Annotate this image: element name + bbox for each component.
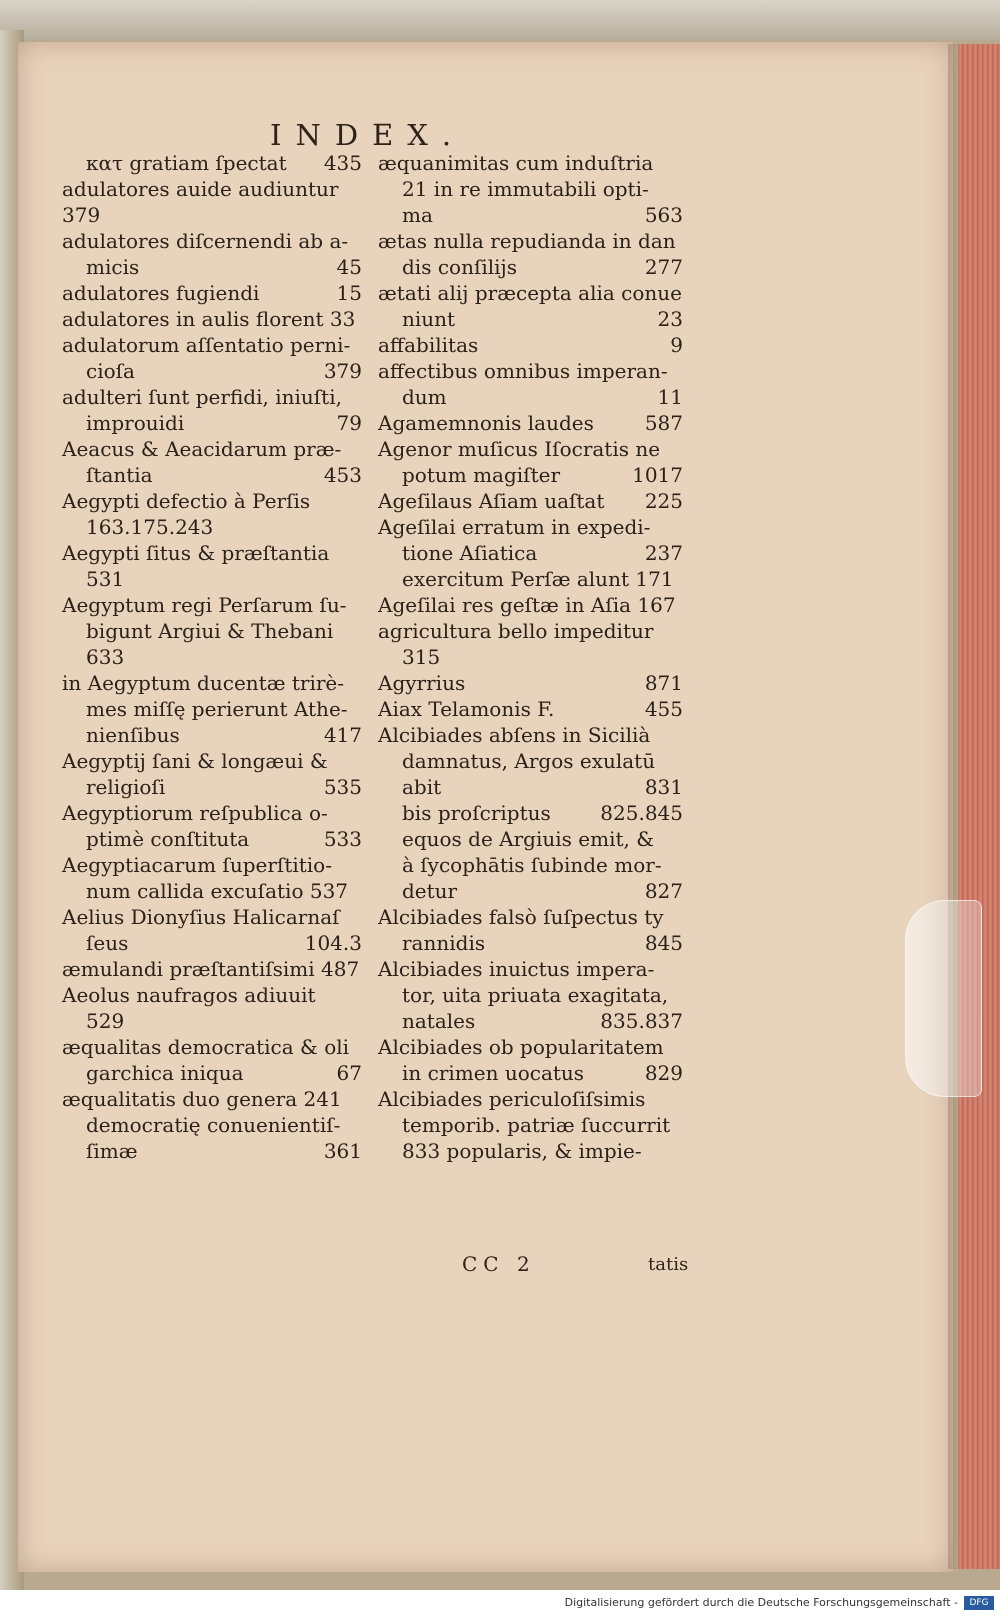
index-entry-text: Alcibiades abſens in Sicilià (378, 723, 651, 747)
index-entry (378, 670, 683, 696)
index-entry (62, 826, 362, 852)
index-entry-page: 587 (644, 411, 683, 435)
index-entry-page: 15 (336, 281, 362, 305)
index-entry-page: 835.837 (600, 1009, 683, 1033)
index-entry (378, 1060, 683, 1086)
index-entry (62, 462, 362, 488)
index-entry-text: affabilitas (378, 333, 479, 357)
index-entry-text: equos de Argiuis emit, & (402, 827, 655, 851)
index-entry (62, 852, 362, 878)
index-entry-text: Aegyptiorum reſpublica o- (62, 801, 328, 825)
index-entry-text: ætas nulla repudianda in dan (378, 229, 676, 253)
index-entry-text: tor, uita priuata exagitata, (402, 983, 669, 1007)
index-entry-page: 11 (657, 385, 683, 409)
index-entry (378, 202, 683, 228)
index-entry-text: æqualitatis duo genera 241 (62, 1087, 342, 1111)
index-entry (62, 384, 362, 410)
index-entry (62, 592, 362, 618)
index-entry (62, 410, 362, 436)
index-entry-text: bigunt Argiui & Thebani (86, 619, 334, 643)
index-entry-text: exercitum Perſæ alunt 171 (402, 567, 674, 591)
index-entry (378, 332, 683, 358)
index-entry-text: agricultura bello impeditur (378, 619, 654, 643)
index-entry-text: num callida excuſatio 537 (86, 879, 349, 903)
index-entry-text: 833 popularis, & impie- (402, 1139, 642, 1163)
index-entry (62, 956, 362, 982)
index-entry (62, 644, 362, 670)
index-entry-text: Ageſilaus Aſiam uaſtat (378, 489, 605, 513)
index-entry (378, 722, 683, 748)
index-entry (378, 930, 683, 956)
index-entry-text: Alcibiades ob popularitatem (378, 1035, 664, 1059)
index-entry (378, 748, 683, 774)
index-entry-text: damnatus, Argos exulatū (402, 749, 656, 773)
index-entry-text: adulteri ſunt perfidi, iniuſti, (62, 385, 342, 409)
index-entry (378, 410, 683, 436)
index-entry (62, 1086, 362, 1112)
index-entry (62, 332, 362, 358)
index-entry (62, 280, 362, 306)
index-entry-text: adulatores diſcernendi ab a- (62, 229, 349, 253)
index-entry-page: 535 (323, 775, 362, 799)
index-entry-text: æmulandi præſtantiſsimi 487 (62, 957, 360, 981)
dfg-logo: DFG (964, 1596, 994, 1610)
index-entry-text: adulatores auide audiuntur (62, 177, 339, 201)
index-entry (62, 436, 362, 462)
index-entry (378, 228, 683, 254)
index-entry (62, 1138, 362, 1164)
index-entry-text: Aegypti ſitus & præſtantia (62, 541, 330, 565)
index-entry-page: 237 (644, 541, 683, 565)
index-entry (62, 696, 362, 722)
index-entry-page: 829 (644, 1061, 683, 1085)
page-header: INDEX. (270, 118, 466, 152)
index-entry (378, 488, 683, 514)
index-entry (62, 982, 362, 1008)
index-entry-text: improuidi (86, 411, 185, 435)
index-entry (62, 254, 362, 280)
index-entry (378, 1112, 683, 1138)
index-entry-page: 67 (336, 1061, 362, 1085)
index-entry-text: natales (402, 1009, 476, 1033)
index-entry-text: 163.175.243 (86, 515, 214, 539)
index-entry (378, 540, 683, 566)
index-entry-page: 435 (323, 151, 362, 175)
index-entry (378, 644, 683, 670)
index-entry-text: 379 (62, 203, 101, 227)
index-entry-text: ætati alij præcepta alia conue (378, 281, 682, 305)
index-entry-text: æqualitas democratica & oli (62, 1035, 350, 1059)
index-entry-text: 315 (402, 645, 441, 669)
index-entry-text: niunt (402, 307, 456, 331)
index-entry (378, 982, 683, 1008)
index-entry (62, 1008, 362, 1034)
index-entry-page: 1017 (632, 463, 683, 487)
index-entry-text: ſimæ (86, 1139, 138, 1163)
index-entry-text: bis proſcriptus (402, 801, 551, 825)
index-entry-text: democratię conuenientiſ- (86, 1113, 341, 1137)
index-entry-text: Agamemnonis laudes (378, 411, 594, 435)
index-entry (378, 1086, 683, 1112)
index-entry (378, 592, 683, 618)
cover-top-edge (0, 0, 1000, 40)
index-entry-text: à ſycophātis ſubinde mor- (402, 853, 662, 877)
index-entry (378, 280, 683, 306)
index-entry (62, 540, 362, 566)
index-entry (378, 956, 683, 982)
index-entry (62, 1034, 362, 1060)
index-entry-text: abit (402, 775, 442, 799)
index-entry-text: ſtantia (86, 463, 153, 487)
index-entry-text: detur (402, 879, 458, 903)
index-entry (62, 774, 362, 800)
index-entry-text: religioſi (86, 775, 166, 799)
index-column-right (378, 150, 683, 1164)
index-entry-text: in crimen uocatus (402, 1061, 585, 1085)
index-entry (62, 722, 362, 748)
index-entry-text: æquanimitas cum induſtria (378, 151, 654, 175)
index-entry-text: κατ gratiam ſpectat (86, 151, 287, 175)
index-entry-text: in Aegyptum ducentæ trirè- (62, 671, 345, 695)
index-entry (62, 930, 362, 956)
signature-mark: CC 2 (462, 1252, 536, 1276)
index-entry-text: Aegypti defectio à Perſis (62, 489, 311, 513)
index-entry (378, 358, 683, 384)
index-entry-text: Aeacus & Aeacidarum præ- (62, 437, 342, 461)
index-entry-page: 361 (323, 1139, 362, 1163)
index-entry-text: ptimè conſtituta (86, 827, 250, 851)
index-entry-text: 21 in re immutabili opti- (402, 177, 649, 201)
index-entry-text: cioſa (86, 359, 135, 383)
index-entry-page: 225 (644, 489, 683, 513)
index-entry-text: ſeus (86, 931, 129, 955)
index-entry-text: Agyrrius (378, 671, 466, 695)
index-entry-text: Ageſilai erratum in expedi- (378, 515, 651, 539)
index-entry (378, 826, 683, 852)
index-entry (62, 306, 362, 332)
index-entry-page: 79 (336, 411, 362, 435)
index-entry-page: 871 (644, 671, 683, 695)
index-entry (62, 878, 362, 904)
index-entry (378, 436, 683, 462)
index-entry-text: Aegyptiacarum ſuperſtitio- (62, 853, 332, 877)
index-entry (378, 1138, 683, 1164)
index-entry (378, 514, 683, 540)
index-entry-page: 831 (644, 775, 683, 799)
index-entry (378, 306, 683, 332)
index-entry-page: 45 (336, 255, 362, 279)
index-entry-text: temporib. patriæ ſuccurrit (402, 1113, 671, 1137)
index-entry-text: ma (402, 203, 433, 227)
index-entry-text: adulatores fugiendi (62, 281, 260, 305)
catchword: tatis (648, 1254, 689, 1275)
index-entry-text: Aeolus naufragos adiuuit (62, 983, 316, 1007)
index-entry (378, 462, 683, 488)
index-entry (62, 566, 362, 592)
index-entry (378, 566, 683, 592)
clear-bookmark-clip (905, 900, 982, 1097)
index-entry-page: 379 (323, 359, 362, 383)
index-entry-page: 104.3 (304, 931, 362, 955)
index-entry (378, 800, 683, 826)
index-entry (62, 670, 362, 696)
index-entry-page: 827 (644, 879, 683, 903)
index-entry (62, 202, 362, 228)
index-entry (62, 904, 362, 930)
red-page-edges (958, 44, 1000, 1569)
index-entry (62, 514, 362, 540)
index-entry-page: 455 (644, 697, 683, 721)
index-entry-page: 417 (323, 723, 362, 747)
index-entry-page: 453 (323, 463, 362, 487)
index-entry (378, 774, 683, 800)
index-entry (378, 384, 683, 410)
index-entry (378, 1008, 683, 1034)
index-entry (62, 228, 362, 254)
index-entry (378, 852, 683, 878)
index-entry-page: 533 (323, 827, 362, 851)
index-entry-text: Aiax Telamonis F. (378, 697, 555, 721)
digitization-credit: Digitalisierung gefördert durch die Deutsche Forschungsgemeinschaft - (564, 1596, 958, 1609)
index-entry-text: Aegyptij ſani & longæui & (62, 749, 328, 773)
index-entry-text: potum magiſter (402, 463, 561, 487)
index-entry-page: 9 (670, 333, 683, 357)
index-entry-text: rannidis (402, 931, 486, 955)
index-entry (378, 150, 683, 176)
index-entry-text: Agenor muſicus Iſocratis ne (378, 437, 661, 461)
index-entry-page: 845 (644, 931, 683, 955)
index-entry-text: Alcibiades inuictus impera- (378, 957, 655, 981)
index-entry-text: dum (402, 385, 447, 409)
index-entry-text: tione Aſiatica (402, 541, 538, 565)
index-entry-page: 277 (644, 255, 683, 279)
index-entry (378, 618, 683, 644)
index-entry-text: adulatorum aſſentatio perni- (62, 333, 351, 357)
index-entry (62, 1112, 362, 1138)
index-entry (62, 176, 362, 202)
index-entry (378, 254, 683, 280)
index-column-left (62, 150, 362, 1164)
index-entry (378, 176, 683, 202)
index-entry (62, 150, 362, 176)
index-entry-text: Aegyptum regi Perſarum ſu- (62, 593, 347, 617)
index-entry-text: 529 (86, 1009, 125, 1033)
index-entry-text: micis (86, 255, 140, 279)
index-entry-page: 23 (657, 307, 683, 331)
index-entry (378, 878, 683, 904)
index-entry-text: 633 (86, 645, 125, 669)
index-entry-text: Aelius Dionyſius Halicarnaſ (62, 905, 340, 929)
index-entry-text: affectibus omnibus imperan- (378, 359, 668, 383)
index-entry-text: Alcibiades periculoſiſsimis (378, 1087, 646, 1111)
index-entry (62, 1060, 362, 1086)
index-entry-text: dis conſilijs (402, 255, 517, 279)
index-entry (62, 748, 362, 774)
index-entry-page: 563 (644, 203, 683, 227)
index-entry-text: Alcibiades falsò ſuſpectus ty (378, 905, 664, 929)
index-entry (62, 800, 362, 826)
index-entry (378, 1034, 683, 1060)
index-entry-text: Ageſilai res geſtæ in Aſia 167 (378, 593, 676, 617)
index-entry-text: nienſibus (86, 723, 180, 747)
index-entry-text: adulatores in aulis florent 33 (62, 307, 356, 331)
index-entry (378, 696, 683, 722)
index-entry-text: mes miſſę perierunt Athe- (86, 697, 348, 721)
index-entry (378, 904, 683, 930)
index-entry-page: 825.845 (600, 801, 683, 825)
index-entry-text: garchica iniqua (86, 1061, 244, 1085)
index-entry (62, 358, 362, 384)
index-entry (62, 488, 362, 514)
index-entry-text: 531 (86, 567, 125, 591)
index-entry (62, 618, 362, 644)
